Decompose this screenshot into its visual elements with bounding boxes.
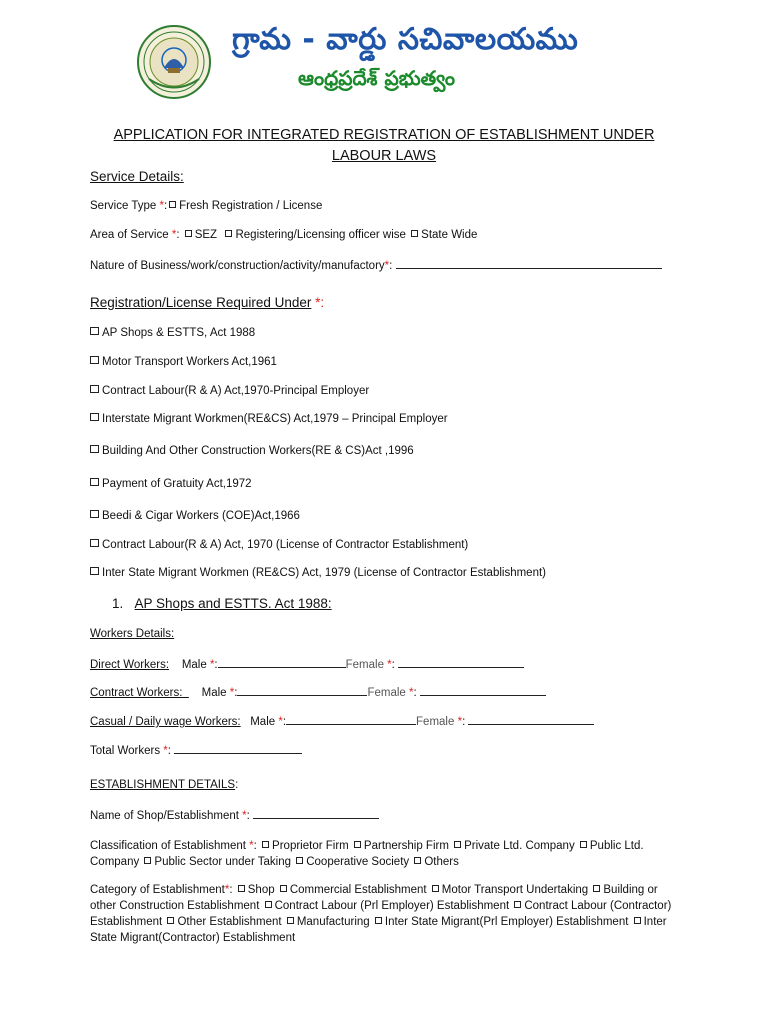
act-item-2: Motor Transport Workers Act,1961 bbox=[90, 355, 277, 369]
area-of-service-row: Area of Service *: SEZ Registering/Licensing officer wise State Wide bbox=[90, 229, 478, 241]
direct-female-field[interactable] bbox=[398, 656, 524, 668]
header-telugu-title: గ్రామ - వార్డు సచివాలయము bbox=[232, 22, 579, 57]
category-row: Category of Establishment*: Shop Commercial Establishment Motor Transport Undertaking Building or other Construction Establishment Contract Labour (Prl Employer) Establishment Contract Labour (Contractor) Establishment Other Establishment Manufacturing Inter State Migrant(Prl Employer) Establishment Inter State Migrant(Contractor) Establishment bbox=[90, 884, 672, 944]
casual-workers-row: Casual / Daily wage Workers: Male *: Female *: bbox=[90, 713, 594, 729]
category-checkbox[interactable] bbox=[287, 917, 294, 924]
act-checkbox[interactable] bbox=[90, 385, 99, 393]
category-checkbox[interactable] bbox=[432, 885, 439, 892]
others-checkbox[interactable] bbox=[414, 857, 421, 864]
ap-government-emblem bbox=[135, 24, 213, 104]
act-checkbox[interactable] bbox=[90, 539, 99, 547]
act-checkbox[interactable] bbox=[90, 413, 99, 421]
act-checkbox[interactable] bbox=[90, 510, 99, 518]
contract-workers-row: Contract Workers: Male *: Female *: bbox=[90, 684, 546, 700]
casual-female-field[interactable] bbox=[468, 713, 594, 725]
casual-male-field[interactable] bbox=[286, 713, 416, 725]
public-sector-checkbox[interactable] bbox=[144, 857, 151, 864]
act-item-1: AP Shops & ESTTS, Act 1988 bbox=[90, 326, 255, 340]
act-checkbox[interactable] bbox=[90, 478, 99, 486]
act-item-4: Interstate Migrant Workmen(RE&CS) Act,1979 – Principal Employer bbox=[90, 412, 448, 426]
category-checkbox[interactable] bbox=[280, 885, 287, 892]
partnership-checkbox[interactable] bbox=[354, 841, 361, 848]
shop-name-row: Name of Shop/Establishment *: bbox=[90, 807, 379, 823]
private-ltd-checkbox[interactable] bbox=[454, 841, 461, 848]
category-checkbox[interactable] bbox=[634, 917, 641, 924]
service-type-row: Service Type *: Fresh Registration / License bbox=[90, 200, 323, 212]
state-wide-checkbox[interactable] bbox=[411, 230, 418, 237]
category-checkbox[interactable] bbox=[167, 917, 174, 924]
contract-female-field[interactable] bbox=[420, 684, 546, 696]
nature-of-business-field[interactable] bbox=[396, 257, 662, 269]
registration-heading: Registration/License Required Under *: bbox=[90, 295, 325, 310]
act-item-9: Inter State Migrant Workmen (RE&CS) Act, 1979 (License of Contractor Establishment) bbox=[90, 566, 546, 580]
officer-wise-checkbox[interactable] bbox=[225, 230, 232, 237]
category-checkbox[interactable] bbox=[375, 917, 382, 924]
act-item-8: Contract Labour(R & A) Act, 1970 (License of Contractor Establishment) bbox=[90, 538, 468, 552]
direct-workers-row: Direct Workers: Male *: Female *: bbox=[90, 656, 524, 672]
cooperative-checkbox[interactable] bbox=[296, 857, 303, 864]
public-ltd-checkbox[interactable] bbox=[580, 841, 587, 848]
act-checkbox[interactable] bbox=[90, 445, 99, 453]
category-checkbox[interactable] bbox=[514, 901, 521, 908]
form-title-line1: APPLICATION FOR INTEGRATED REGISTRATION OF ESTABLISHMENT UNDER bbox=[113, 127, 655, 143]
act-item-3: Contract Labour(R & A) Act,1970-Principal Employer bbox=[90, 384, 369, 398]
act-item-7: Beedi & Cigar Workers (COE)Act,1966 bbox=[90, 509, 300, 523]
act-checkbox[interactable] bbox=[90, 567, 99, 575]
sez-checkbox[interactable] bbox=[185, 230, 192, 237]
section1-heading: 1. AP Shops and ESTTS. Act 1988: bbox=[112, 596, 332, 611]
proprietor-checkbox[interactable] bbox=[262, 841, 269, 848]
act-checkbox[interactable] bbox=[90, 327, 99, 335]
workers-details-heading: Workers Details: bbox=[90, 628, 175, 640]
shop-name-field[interactable] bbox=[253, 807, 379, 819]
act-checkbox[interactable] bbox=[90, 356, 99, 364]
contract-male-field[interactable] bbox=[237, 684, 367, 696]
category-checkbox[interactable] bbox=[265, 901, 272, 908]
form-title-line2: LABOUR LAWS bbox=[331, 148, 437, 164]
fresh-registration-label: Fresh Registration / License bbox=[179, 200, 323, 212]
total-workers-row: Total Workers *: bbox=[90, 742, 302, 758]
act-item-6: Payment of Gratuity Act,1972 bbox=[90, 477, 252, 491]
total-workers-field[interactable] bbox=[174, 742, 302, 754]
act-item-5: Building And Other Construction Workers(RE & CS)Act ,1996 bbox=[90, 444, 414, 458]
service-details-heading: Service Details: bbox=[90, 169, 184, 184]
category-checkbox[interactable] bbox=[593, 885, 600, 892]
establishment-details-heading: ESTABLISHMENT DETAILS: bbox=[90, 779, 239, 791]
category-checkbox[interactable] bbox=[238, 885, 245, 892]
classification-row: Classification of Establishment *: Proprietor Firm Partnership Firm Private Ltd. Company Public Ltd. Company Public Sector under Taking Cooperative Society Others bbox=[90, 840, 644, 868]
header-telugu-subtitle: ఆంధ్రప్రదేశ్ ప్రభుత్వం bbox=[298, 66, 455, 90]
direct-male-field[interactable] bbox=[218, 656, 346, 668]
fresh-registration-checkbox[interactable] bbox=[169, 201, 176, 208]
nature-of-business-row: Nature of Business/work/construction/activity/manufactory*: bbox=[90, 257, 662, 273]
